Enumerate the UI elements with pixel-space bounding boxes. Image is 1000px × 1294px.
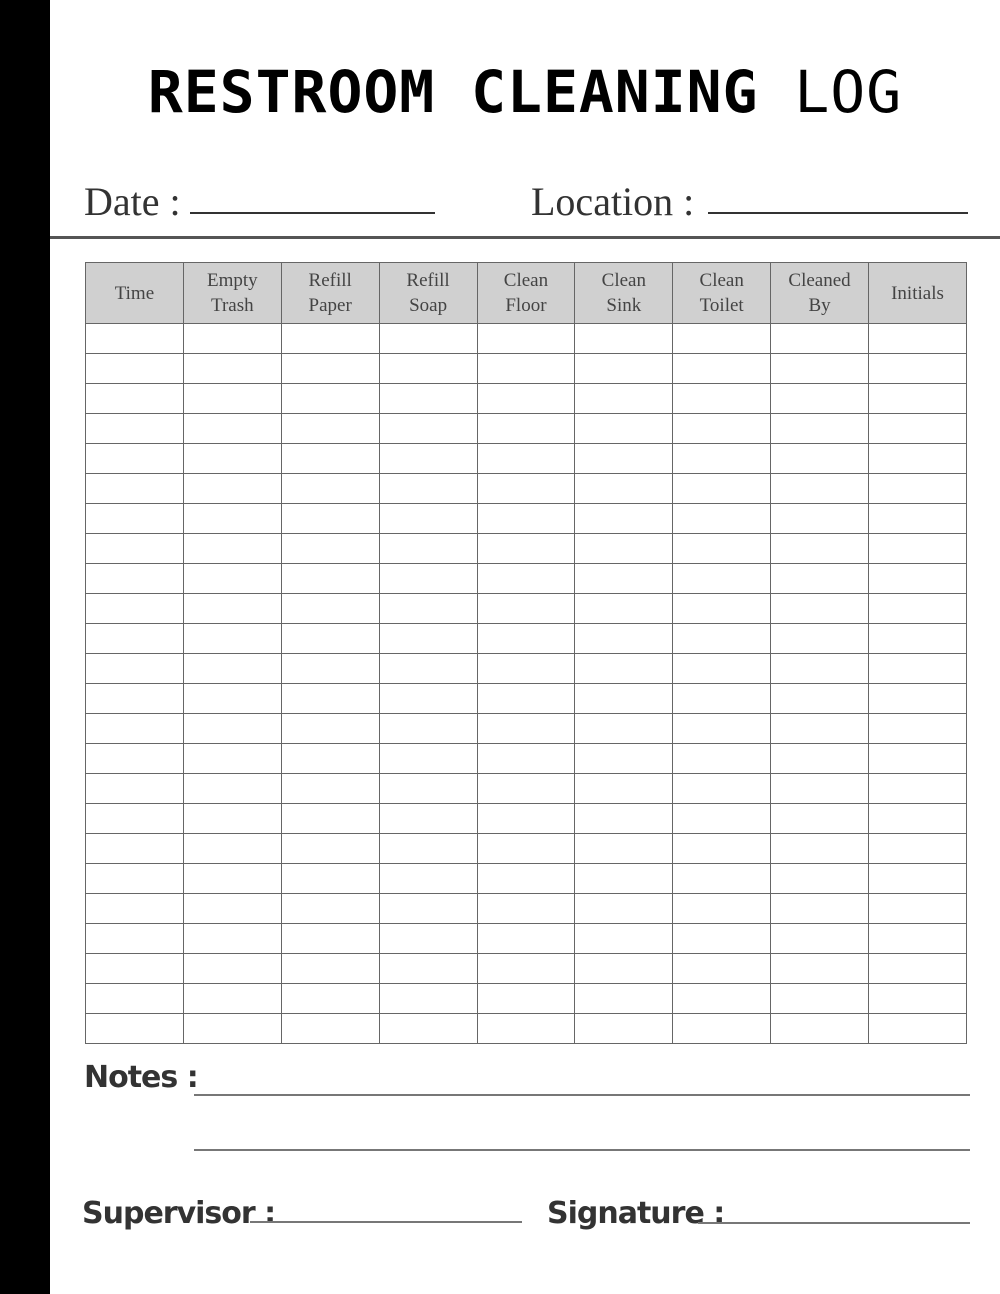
table-cell[interactable] (379, 474, 477, 504)
table-cell[interactable] (673, 774, 771, 804)
table-cell[interactable] (771, 624, 869, 654)
table-cell[interactable] (86, 654, 184, 684)
location-field[interactable] (708, 212, 968, 214)
table-cell[interactable] (379, 1014, 477, 1044)
table-body (86, 324, 967, 1044)
table-cell[interactable] (477, 564, 575, 594)
table-cell[interactable] (869, 534, 967, 564)
table-cell[interactable] (183, 594, 281, 624)
table-cell[interactable] (771, 924, 869, 954)
table-row (86, 384, 967, 414)
table-cell[interactable] (673, 594, 771, 624)
table-cell[interactable] (869, 354, 967, 384)
table-cell[interactable] (771, 474, 869, 504)
column-header: Cleaned By (771, 263, 869, 324)
table-cell[interactable] (183, 654, 281, 684)
table-cell[interactable] (575, 954, 673, 984)
table-cell[interactable] (673, 954, 771, 984)
table-cell[interactable] (771, 774, 869, 804)
table-cell[interactable] (673, 474, 771, 504)
table-cell[interactable] (673, 654, 771, 684)
table-cell[interactable] (379, 774, 477, 804)
column-header: Initials (869, 263, 967, 324)
table-cell[interactable] (183, 414, 281, 444)
table-cell[interactable] (771, 594, 869, 624)
table-cell[interactable] (869, 474, 967, 504)
column-header: Empty Trash (183, 263, 281, 324)
table-row (86, 684, 967, 714)
table-row (86, 924, 967, 954)
table-cell[interactable] (771, 744, 869, 774)
table-row (86, 804, 967, 834)
table-cell[interactable] (379, 534, 477, 564)
table-cell[interactable] (575, 864, 673, 894)
table-cell[interactable] (673, 834, 771, 864)
table-cell[interactable] (281, 984, 379, 1014)
table-cell[interactable] (575, 624, 673, 654)
table-cell[interactable] (869, 834, 967, 864)
table-cell[interactable] (869, 384, 967, 414)
table-cell[interactable] (771, 324, 869, 354)
notes-label: Notes : (84, 1060, 198, 1095)
table-cell[interactable] (575, 324, 673, 354)
table-cell[interactable] (183, 924, 281, 954)
table-cell[interactable] (673, 324, 771, 354)
table-cell[interactable] (575, 1014, 673, 1044)
table-header-row (86, 263, 967, 324)
table-cell[interactable] (379, 864, 477, 894)
table-cell[interactable] (86, 774, 184, 804)
table-cell[interactable] (575, 924, 673, 954)
table-cell[interactable] (86, 834, 184, 864)
table-cell[interactable] (869, 714, 967, 744)
table-cell[interactable] (183, 834, 281, 864)
table-row (86, 864, 967, 894)
table-cell[interactable] (771, 804, 869, 834)
table-cell[interactable] (183, 444, 281, 474)
table-cell[interactable] (673, 744, 771, 774)
table-cell[interactable] (379, 804, 477, 834)
table-cell[interactable] (281, 834, 379, 864)
column-header: Clean Toilet (673, 263, 771, 324)
table-cell[interactable] (379, 744, 477, 774)
black-spine (0, 0, 50, 1294)
date-field[interactable] (190, 212, 435, 214)
table-cell[interactable] (86, 1014, 184, 1044)
table-cell[interactable] (379, 444, 477, 474)
table-cell[interactable] (575, 474, 673, 504)
table-cell[interactable] (86, 474, 184, 504)
table-cell[interactable] (281, 354, 379, 384)
table-cell[interactable] (379, 354, 477, 384)
table-row (86, 984, 967, 1014)
table-cell[interactable] (379, 894, 477, 924)
table-cell[interactable] (183, 684, 281, 714)
table-cell[interactable] (183, 774, 281, 804)
table-cell[interactable] (281, 1014, 379, 1044)
table-cell[interactable] (379, 684, 477, 714)
table-cell[interactable] (281, 534, 379, 564)
table-row (86, 624, 967, 654)
table-cell[interactable] (477, 924, 575, 954)
table-cell[interactable] (575, 804, 673, 834)
table-cell[interactable] (379, 504, 477, 534)
table-cell[interactable] (771, 444, 869, 474)
table-cell[interactable] (86, 684, 184, 714)
table-cell[interactable] (281, 444, 379, 474)
table-cell[interactable] (281, 564, 379, 594)
table-cell[interactable] (183, 384, 281, 414)
table-cell[interactable] (771, 954, 869, 984)
column-header: Refill Soap (379, 263, 477, 324)
table-cell[interactable] (183, 894, 281, 924)
table-cell[interactable] (869, 924, 967, 954)
table-cell[interactable] (86, 984, 184, 1014)
table-cell[interactable] (86, 894, 184, 924)
table-cell[interactable] (86, 954, 184, 984)
table-cell[interactable] (869, 444, 967, 474)
table-cell[interactable] (183, 804, 281, 834)
table-cell[interactable] (673, 564, 771, 594)
table-row (86, 444, 967, 474)
header-divider (50, 236, 1000, 239)
table-cell[interactable] (771, 714, 869, 744)
table-cell[interactable] (771, 654, 869, 684)
table-cell[interactable] (86, 354, 184, 384)
table-cell[interactable] (673, 534, 771, 564)
table-cell[interactable] (183, 714, 281, 744)
table-cell[interactable] (281, 324, 379, 354)
signature-label: Signature : (547, 1196, 725, 1231)
table-row (86, 654, 967, 684)
table-cell[interactable] (183, 864, 281, 894)
table-row (86, 894, 967, 924)
table-cell[interactable] (869, 894, 967, 924)
table-cell[interactable] (673, 714, 771, 744)
table-row (86, 774, 967, 804)
date-label: Date : (84, 179, 181, 224)
table-cell[interactable] (771, 1014, 869, 1044)
table-cell[interactable] (477, 954, 575, 984)
table-cell[interactable] (673, 804, 771, 834)
table-cell[interactable] (281, 924, 379, 954)
table-row (86, 474, 967, 504)
table-cell[interactable] (379, 654, 477, 684)
table-cell[interactable] (869, 1014, 967, 1044)
table-cell[interactable] (379, 714, 477, 744)
table-cell[interactable] (771, 534, 869, 564)
table-row (86, 534, 967, 564)
table-cell[interactable] (379, 624, 477, 654)
table-cell[interactable] (575, 834, 673, 864)
table-row (86, 414, 967, 444)
table-cell[interactable] (771, 354, 869, 384)
table-cell[interactable] (477, 474, 575, 504)
table-cell[interactable] (869, 654, 967, 684)
table-cell[interactable] (477, 684, 575, 714)
table-cell[interactable] (183, 354, 281, 384)
table-cell[interactable] (673, 624, 771, 654)
table-row (86, 954, 967, 984)
table-cell[interactable] (477, 594, 575, 624)
table-cell[interactable] (281, 624, 379, 654)
table-cell[interactable] (869, 684, 967, 714)
table-cell[interactable] (673, 414, 771, 444)
location-label: Location : (531, 179, 695, 224)
cleaning-log-table (85, 262, 967, 1044)
table-cell[interactable] (575, 384, 673, 414)
table-cell[interactable] (477, 654, 575, 684)
table-cell[interactable] (869, 324, 967, 354)
table-cell[interactable] (379, 564, 477, 594)
table-row (86, 594, 967, 624)
table-row (86, 714, 967, 744)
table-cell[interactable] (183, 984, 281, 1014)
table-cell[interactable] (86, 804, 184, 834)
table-cell[interactable] (673, 1014, 771, 1044)
table-cell[interactable] (281, 504, 379, 534)
table-cell[interactable] (281, 384, 379, 414)
table-cell[interactable] (673, 684, 771, 714)
table-cell[interactable] (575, 504, 673, 534)
table-cell[interactable] (477, 384, 575, 414)
table-cell[interactable] (673, 894, 771, 924)
table-cell[interactable] (771, 384, 869, 414)
table-cell[interactable] (477, 804, 575, 834)
table-cell[interactable] (183, 624, 281, 654)
table-row (86, 834, 967, 864)
table-cell[interactable] (771, 834, 869, 864)
table-cell[interactable] (575, 744, 673, 774)
table-cell[interactable] (183, 504, 281, 534)
table-cell[interactable] (575, 894, 673, 924)
table-cell[interactable] (673, 354, 771, 384)
table-cell[interactable] (869, 744, 967, 774)
notes-line-2[interactable] (194, 1149, 970, 1151)
table-cell[interactable] (477, 504, 575, 534)
table-row (86, 1014, 967, 1044)
table-cell[interactable] (575, 774, 673, 804)
table-cell[interactable] (281, 894, 379, 924)
column-header: Clean Sink (575, 263, 673, 324)
table-cell[interactable] (673, 444, 771, 474)
table-cell[interactable] (281, 864, 379, 894)
table-cell[interactable] (673, 864, 771, 894)
notes-line-1[interactable] (194, 1094, 970, 1096)
table-cell[interactable] (771, 504, 869, 534)
table-cell[interactable] (86, 564, 184, 594)
table-cell[interactable] (575, 444, 673, 474)
table-cell[interactable] (86, 444, 184, 474)
table-cell[interactable] (575, 414, 673, 444)
table-cell[interactable] (477, 864, 575, 894)
column-header: Refill Paper (281, 263, 379, 324)
table-cell[interactable] (477, 894, 575, 924)
table-row (86, 504, 967, 534)
table-cell[interactable] (379, 834, 477, 864)
table-cell[interactable] (673, 984, 771, 1014)
table-cell[interactable] (379, 954, 477, 984)
table-cell[interactable] (86, 534, 184, 564)
table-cell[interactable] (281, 954, 379, 984)
table-cell[interactable] (477, 714, 575, 744)
table-cell[interactable] (281, 654, 379, 684)
table-cell[interactable] (869, 774, 967, 804)
table-cell[interactable] (183, 744, 281, 774)
table-cell[interactable] (477, 1014, 575, 1044)
supervisor-label: Supervisor : (82, 1196, 276, 1231)
table-cell[interactable] (281, 714, 379, 744)
table-cell[interactable] (869, 504, 967, 534)
table-cell[interactable] (771, 564, 869, 594)
table-cell[interactable] (86, 324, 184, 354)
table-cell[interactable] (869, 954, 967, 984)
table-cell[interactable] (477, 414, 575, 444)
table-cell[interactable] (379, 324, 477, 354)
table-cell[interactable] (281, 804, 379, 834)
table-cell[interactable] (86, 384, 184, 414)
table-row (86, 354, 967, 384)
column-header: Time (86, 263, 184, 324)
table-cell[interactable] (281, 414, 379, 444)
table-cell[interactable] (281, 774, 379, 804)
table-row (86, 564, 967, 594)
table-cell[interactable] (575, 984, 673, 1014)
table-cell[interactable] (281, 744, 379, 774)
table-cell[interactable] (379, 984, 477, 1014)
table-cell[interactable] (477, 834, 575, 864)
table-cell[interactable] (183, 474, 281, 504)
table-cell[interactable] (477, 324, 575, 354)
table-cell[interactable] (673, 504, 771, 534)
table-cell[interactable] (477, 534, 575, 564)
table-cell[interactable] (183, 1014, 281, 1044)
table-cell[interactable] (477, 354, 575, 384)
table-cell[interactable] (86, 714, 184, 744)
table-cell[interactable] (379, 384, 477, 414)
table-cell[interactable] (86, 744, 184, 774)
table-cell[interactable] (575, 654, 673, 684)
table-cell[interactable] (771, 414, 869, 444)
table-cell[interactable] (281, 474, 379, 504)
table-cell[interactable] (281, 594, 379, 624)
page-title (50, 58, 1000, 126)
table-cell[interactable] (673, 924, 771, 954)
table-cell[interactable] (869, 414, 967, 444)
column-header: Clean Floor (477, 263, 575, 324)
table-cell[interactable] (477, 984, 575, 1014)
table-cell[interactable] (379, 594, 477, 624)
table-cell[interactable] (869, 594, 967, 624)
table-cell[interactable] (477, 624, 575, 654)
table-cell[interactable] (575, 594, 673, 624)
table-cell[interactable] (673, 384, 771, 414)
table-cell[interactable] (86, 594, 184, 624)
table-cell[interactable] (183, 954, 281, 984)
table-cell[interactable] (281, 684, 379, 714)
table-cell[interactable] (183, 324, 281, 354)
title-bold: RESTROOM CLEANING (147, 58, 795, 126)
table-cell[interactable] (86, 414, 184, 444)
table-row (86, 744, 967, 774)
table-cell[interactable] (869, 624, 967, 654)
table-cell[interactable] (86, 924, 184, 954)
table-row (86, 324, 967, 354)
table-cell[interactable] (575, 534, 673, 564)
table-cell[interactable] (477, 444, 575, 474)
table-cell[interactable] (575, 354, 673, 384)
table-cell[interactable] (379, 924, 477, 954)
table-cell[interactable] (86, 624, 184, 654)
table-cell[interactable] (379, 414, 477, 444)
table-cell[interactable] (477, 744, 575, 774)
table-cell[interactable] (575, 564, 673, 594)
table-cell[interactable] (86, 504, 184, 534)
table-cell[interactable] (183, 564, 281, 594)
table-cell[interactable] (869, 564, 967, 594)
table-cell[interactable] (771, 894, 869, 924)
table-cell[interactable] (869, 804, 967, 834)
table-cell[interactable] (771, 864, 869, 894)
table-cell[interactable] (86, 864, 184, 894)
title-light: LOG (794, 58, 903, 126)
table-cell[interactable] (575, 684, 673, 714)
table-cell[interactable] (575, 714, 673, 744)
table-cell[interactable] (183, 534, 281, 564)
table-cell[interactable] (869, 864, 967, 894)
table-cell[interactable] (869, 984, 967, 1014)
table-cell[interactable] (477, 774, 575, 804)
supervisor-field[interactable] (250, 1221, 522, 1223)
table-cell[interactable] (771, 684, 869, 714)
signature-field[interactable] (698, 1222, 970, 1224)
table-cell[interactable] (771, 984, 869, 1014)
